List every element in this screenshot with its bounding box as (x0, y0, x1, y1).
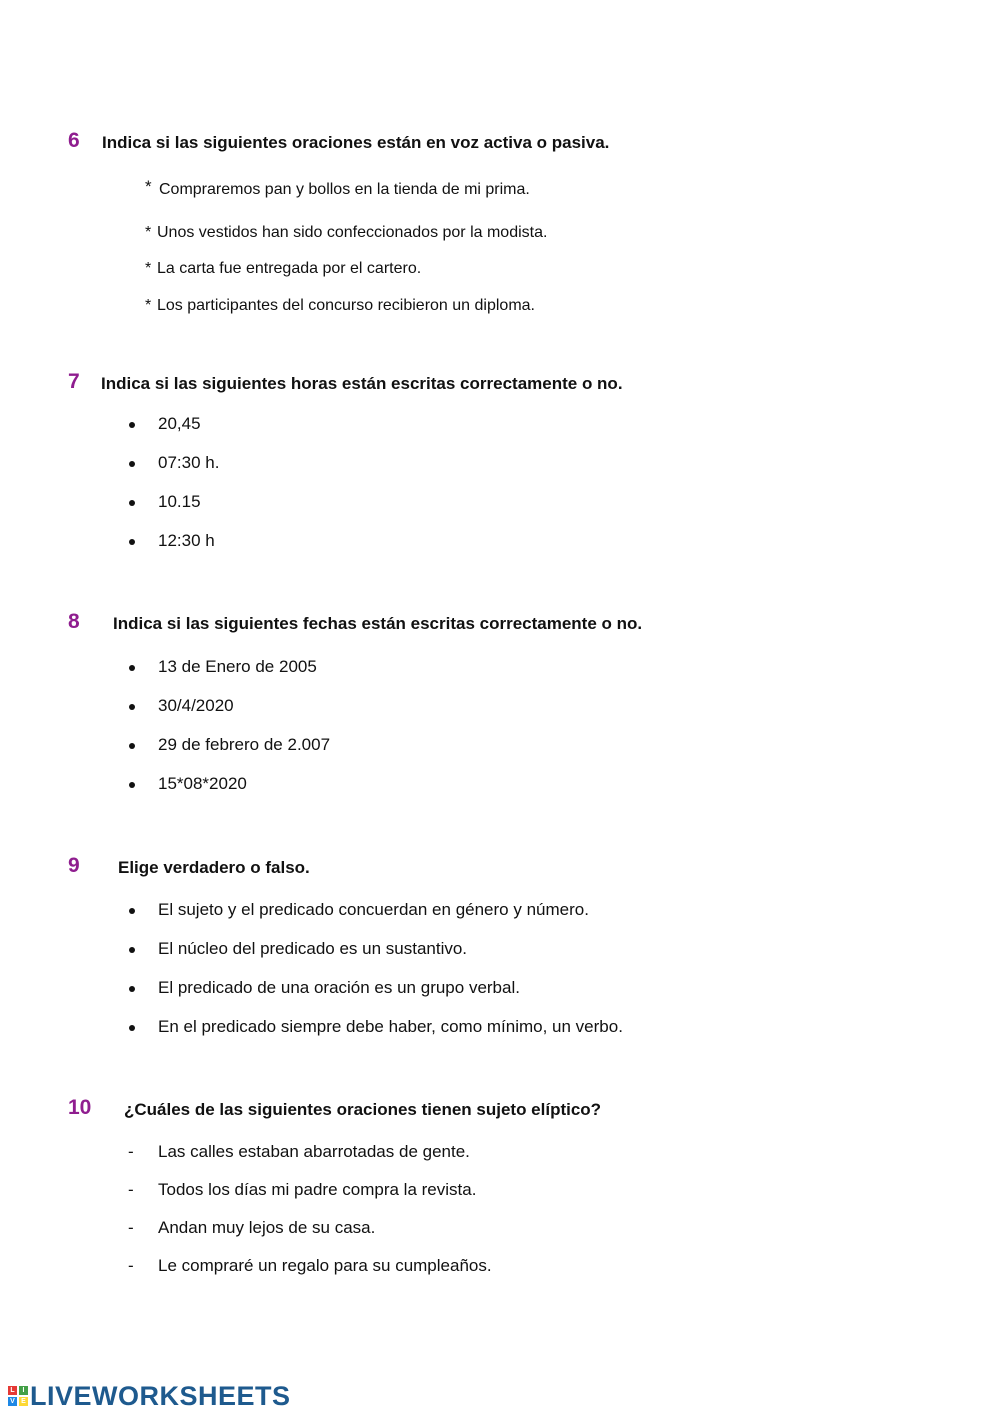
logo-block: V (8, 1397, 17, 1406)
item-text: 07:30 h. (158, 453, 220, 472)
list-item (0, 223, 1000, 245)
bullet-icon (129, 461, 135, 467)
question-number: 10 (68, 1096, 92, 1119)
question-title: Elige verdadero o falso. (118, 858, 310, 877)
list-item (0, 656, 1000, 678)
bullet-icon (129, 665, 135, 671)
item-text: 20,45 (158, 414, 201, 433)
bullet-icon (129, 782, 135, 788)
logo-block: L (8, 1386, 17, 1395)
bullet-icon (129, 539, 135, 545)
item-text: Las calles estaban abarrotadas de gente. (158, 1142, 470, 1161)
dash-marker: - (128, 1180, 134, 1199)
bullet-icon (129, 1025, 135, 1031)
question-number: 8 (68, 610, 80, 633)
liveworksheets-logo[interactable] (8, 1380, 291, 1412)
question-title: Indica si las siguientes oraciones están en voz activa o pasiva. (102, 133, 610, 152)
item-text: 29 de febrero de 2.007 (158, 735, 331, 754)
question-title: Indica si las siguientes horas están escritas correctamente o no. (101, 374, 623, 393)
bullet-icon (129, 500, 135, 506)
list-item (0, 773, 1000, 795)
bullet-icon (129, 743, 135, 749)
asterisk-marker: * (145, 260, 152, 277)
dash-marker: - (128, 1256, 134, 1275)
item-text: Compraremos pan y bollos en la tienda de mi prima. (159, 181, 530, 198)
list-item (0, 259, 1000, 281)
question-number: 6 (68, 129, 80, 152)
item-text: 10.15 (158, 492, 201, 511)
item-text: 15*08*2020 (158, 774, 247, 793)
item-text: Los participantes del concurso recibieron un diploma. (157, 297, 535, 314)
list-item (0, 1141, 1000, 1163)
list-item (0, 734, 1000, 756)
question-number: 9 (68, 854, 80, 877)
item-text: El núcleo del predicado es un sustantivo. (158, 939, 468, 958)
item-text: Andan muy lejos de su casa. (158, 1218, 376, 1237)
item-text: En el predicado siempre debe haber, como mínimo, un verbo. (158, 1017, 623, 1036)
item-text: Le compraré un regalo para su cumpleaños. (158, 1256, 492, 1275)
logo-mark-icon (8, 1386, 28, 1406)
logo-block: E (19, 1397, 28, 1406)
asterisk-marker: * (145, 297, 152, 314)
list-item (0, 1217, 1000, 1239)
list-item (0, 977, 1000, 999)
list-item (0, 296, 1000, 318)
item-text: Unos vestidos han sido confeccionados por la modista. (157, 224, 548, 241)
question-title: Indica si las siguientes fechas están escritas correctamente o no. (113, 614, 643, 633)
bullet-icon (129, 908, 135, 914)
item-text: 30/4/2020 (158, 696, 234, 715)
list-item (0, 413, 1000, 435)
list-item (0, 530, 1000, 552)
asterisk-marker: * (145, 224, 152, 241)
bullet-icon (129, 947, 135, 953)
asterisk-marker: * (145, 177, 152, 196)
bullet-icon (129, 704, 135, 710)
list-item (0, 452, 1000, 474)
item-text: El sujeto y el predicado concuerdan en género y número. (158, 900, 589, 919)
bullet-icon (129, 422, 135, 428)
list-item (0, 899, 1000, 921)
item-text: Todos los días mi padre compra la revista. (158, 1180, 477, 1199)
item-text: La carta fue entregada por el cartero. (157, 260, 422, 277)
dash-marker: - (128, 1218, 134, 1237)
logo-block: I (19, 1386, 28, 1395)
question-number: 7 (68, 370, 80, 393)
item-text: 12:30 h (158, 531, 215, 550)
dash-marker: - (128, 1142, 134, 1161)
list-item (0, 695, 1000, 717)
list-item (0, 1255, 1000, 1277)
list-item (0, 1179, 1000, 1201)
item-text: 13 de Enero de 2005 (158, 657, 317, 676)
logo-text: LIVEWORKSHEETS (30, 1380, 291, 1411)
bullet-icon (129, 986, 135, 992)
list-item (0, 1016, 1000, 1038)
list-item (0, 938, 1000, 960)
item-text: El predicado de una oración es un grupo verbal. (158, 978, 520, 997)
list-item (0, 491, 1000, 513)
question-title: ¿Cuáles de las siguientes oraciones tienen sujeto elíptico? (124, 1100, 602, 1119)
list-item (0, 177, 1000, 202)
